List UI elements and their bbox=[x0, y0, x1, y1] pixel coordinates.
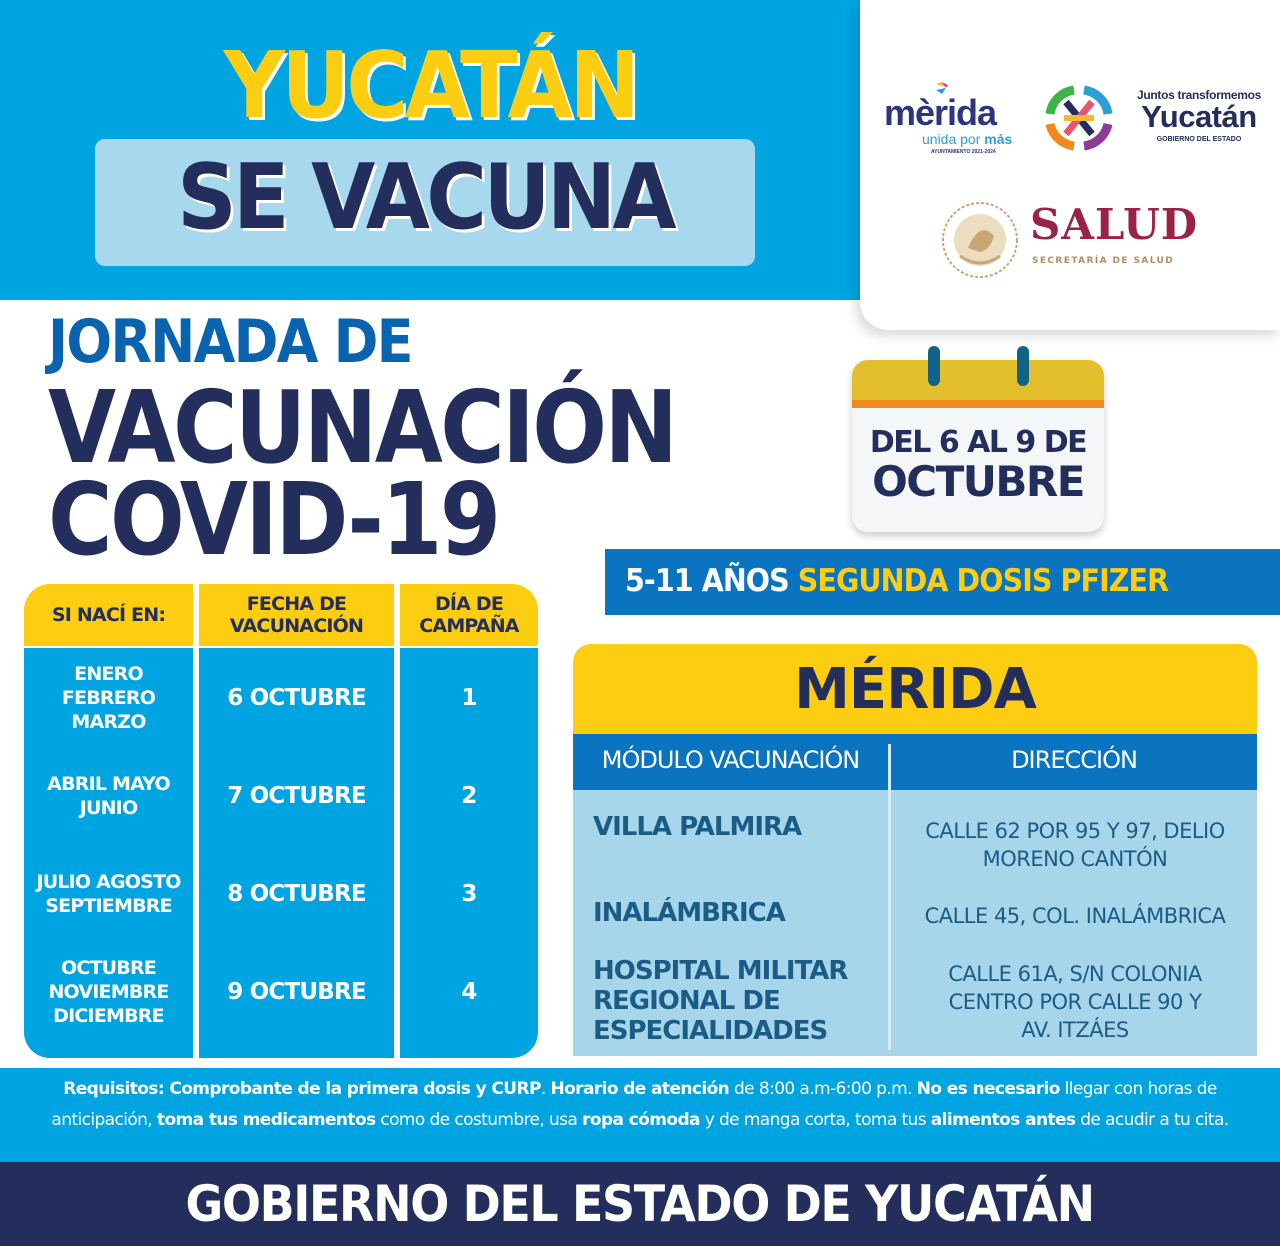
title-yucatan: YUCATÁN bbox=[223, 32, 637, 139]
calendar-header bbox=[852, 360, 1104, 400]
requirements-band bbox=[0, 1068, 1280, 1162]
schedule-col-day: DÍA DE CAMPAÑA 1 2 3 4 bbox=[400, 584, 538, 1058]
table-row: JULIO AGOSTO SEPTIEMBRE bbox=[36, 871, 181, 917]
headline-covid: COVID-19 bbox=[48, 461, 499, 578]
salud-wordmark: SALUD bbox=[1030, 200, 1199, 249]
headline-vacunacion: VACUNACIÓN bbox=[48, 369, 676, 486]
table-row: OCTUBRE NOVIEMBRE DICIEMBRE bbox=[48, 957, 169, 1027]
dose-label: SEGUNDA DOSIS PFIZER bbox=[797, 563, 1169, 599]
column-divider bbox=[888, 744, 891, 1050]
footer-text: GOBIERNO DEL ESTADO DE YUCATÁN bbox=[185, 1175, 1095, 1233]
headline-jornada: JORNADA DE bbox=[48, 307, 412, 377]
calendar-ring-icon bbox=[1017, 346, 1029, 386]
requirements-text: Requisitos: Comprobante de la primera dosis y CURP. Horario de atención de 8:00 a.m-6:00 p.m. No es necesario llegar con horas de anticipación, toma tus medicamentos como de costumbre, usa ropa cómoda y de manga corta, toma tus alimentos antes de acudir a tu cita. bbox=[51, 1079, 1229, 1130]
schedule-col-date: FECHA DE VACUNACIÓN 6 OCTUBRE 7 OCTUBRE 8 OCTUBRE 9 OCTUBRE bbox=[199, 584, 394, 1058]
footer-band bbox=[0, 1162, 1280, 1246]
yucatan-logo-text: Juntos transformemos Yucatán GOBIERNO DEL ESTADO bbox=[1136, 88, 1262, 143]
calendar-date-range: DEL 6 AL 9 DE OCTUBRE bbox=[869, 425, 1087, 506]
merida-modules-table: MÉRIDA MÓDULO VACUNACIÓN DIRECCIÓN VILLA PALMIRA CALLE 62 POR 95 Y 97, DELIO MORENO CANTÓN INALÁMBRICA CALLE 45, COL. INALÁMBRICA HOSPITAL MILITAR REGIONAL DE ESPECIALIDADES CALLE 61A, S/N COLONIA CENTRO POR CALLE 90 Y AV. ITZÁES bbox=[573, 644, 1257, 1056]
logo-panel bbox=[860, 0, 1280, 330]
title-se-vacuna: SE VACUNA bbox=[177, 145, 673, 250]
age-range: 5-11 AÑOS bbox=[625, 563, 789, 599]
calendar-stripe bbox=[852, 400, 1104, 408]
calendar-icon bbox=[852, 360, 1104, 532]
schedule-table bbox=[24, 584, 538, 1058]
calendar-ring-icon bbox=[928, 346, 940, 386]
merida-ayuntamiento: AYUNTAMIENTO 2021-2024 bbox=[931, 149, 996, 155]
merida-wordmark: mèrida bbox=[884, 92, 997, 133]
merida-table-header: MÓDULO VACUNACIÓN DIRECCIÓN bbox=[573, 734, 1257, 790]
merida-tagline: unida por más bbox=[922, 131, 1013, 147]
mexican-coat-of-arms-icon bbox=[940, 200, 1020, 280]
dose-banner bbox=[605, 549, 1280, 615]
table-row: VILLA PALMIRA bbox=[593, 812, 802, 842]
schedule-col-birth-months: SI NACÍ EN: ENERO FEBRERO MARZO ABRIL MAYO JUNIO JULIO AGOSTO SEPTIEMBRE OCTUBRE NOVIEMBRE DICIEMBRE bbox=[24, 584, 193, 1058]
salud-subtitle: SECRETARÍA DE SALUD bbox=[1032, 256, 1175, 266]
table-row: HOSPITAL MILITAR REGIONAL DE ESPECIALIDADES bbox=[593, 956, 848, 1046]
table-row: ABRIL MAYO JUNIO bbox=[47, 773, 170, 819]
table-row: INALÁMBRICA bbox=[593, 898, 785, 928]
table-row: ENERO FEBRERO MARZO bbox=[61, 663, 156, 733]
yucatan-knot-icon bbox=[1044, 84, 1114, 152]
merida-table-title: MÉRIDA bbox=[573, 644, 1257, 734]
